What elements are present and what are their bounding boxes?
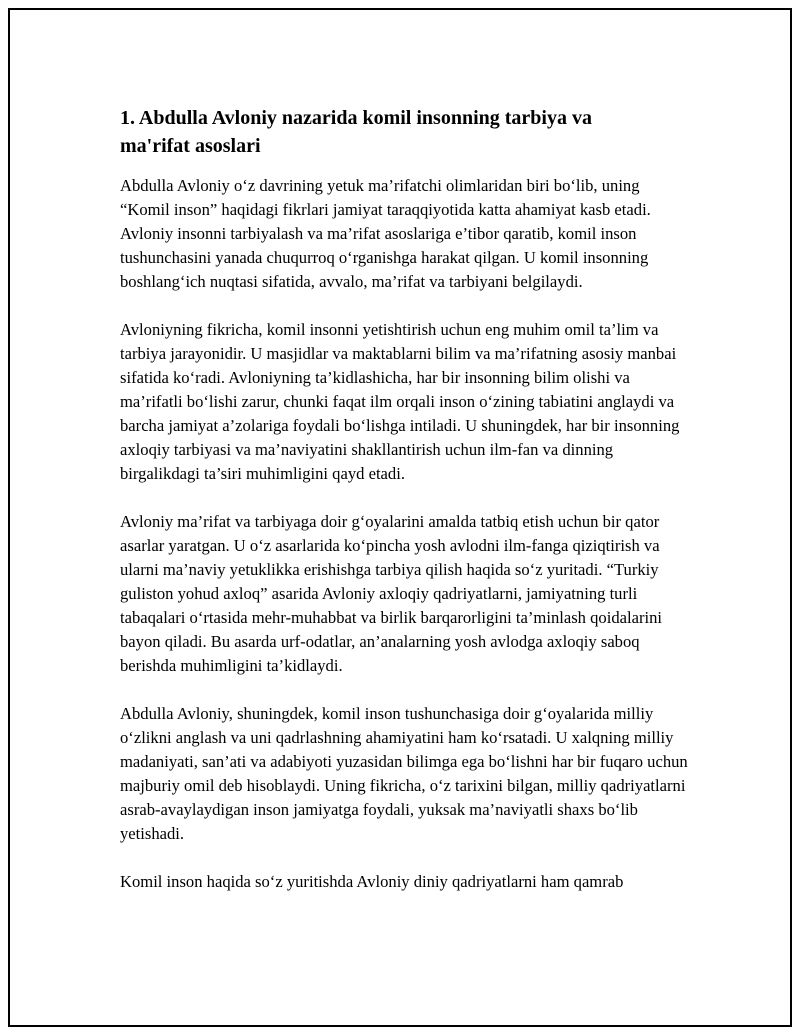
paragraph-4: Abdulla Avloniy, shuningdek, komil inson tushunchasiga doir g‘oyalarida milliy o‘zlikni anglash va uni qadrlashning ahamiyatini ham ko‘rsatadi. U xalqning milliy madaniyati, san’ati va adabiyoti yuzasidan bilimga ega bo‘lishni har bir fuqaro uchun majburiy omil deb hisoblaydi. Uning fikricha, o‘z tarixini bilgan, milliy qadriyatlarni asrab-avaylaydigan inson jamiyatga foydali, yuksak ma’naviyatli shaxs bo‘lib yetishadi. bbox=[120, 704, 688, 843]
page-frame bbox=[8, 8, 792, 1027]
paragraph-2: Avloniyning fikricha, komil insonni yetishtirish uchun eng muhim omil ta’lim va tarbiya jarayonidir. U masjidlar va maktablarni bilim va ma’rifatning asosiy manbai sifatida ko‘radi. Avloniyning ta’kidlashicha, har bir insonning bilim olishi va ma’rifatli bo‘lishi zarur, chunki faqat ilm orqali inson o‘zining tabiatini anglaydi va barcha jamiyat a’zolariga foydali bo‘lishga intiladi. U shuningdek, har bir insonning axloqiy tarbiyasi va ma’naviyatini shakllantirish uchun ilm-fan va dinning birgalikdagi ta’siri muhimligini qayd etadi. bbox=[120, 320, 680, 483]
section-heading bbox=[120, 95, 690, 160]
paragraph-1: Abdulla Avloniy o‘z davrining yetuk ma’rifatchi olimlaridan biri bo‘lib, uning “Komil inson” haqidagi fikrlari jamiyat taraqqiyotida katta ahamiyat kasb etadi. Avloniy insonni tarbiyalash va ma’rifat asoslariga e’tibor qaratib, komil inson tushunchasini yanada chuqurroq o‘rganishga harakat qilgan. U komil insonning boshlang‘ich nuqtasi sifatida, avvalo, ma’rifat va tarbiyani belgilaydi. bbox=[120, 176, 651, 291]
section-heading-line-1: 1. Abdulla Avloniy nazarida komil insonning tarbiya va bbox=[120, 107, 592, 129]
section-heading-line-2: ma'rifat asoslari bbox=[120, 135, 261, 157]
document-body bbox=[120, 95, 690, 918]
paragraph-5: Komil inson haqida so‘z yuritishda Avloniy diniy qadriyatlarni ham qamrab bbox=[120, 872, 624, 891]
paragraph-3: Avloniy ma’rifat va tarbiyaga doir g‘oyalarini amalda tatbiq etish uchun bir qator asarlar yaratgan. U o‘z asarlarida ko‘pincha yosh avlodni ilm-fanga qiziqtirish va ularni ma’naviy yetuklikka erishishga tarbiya qilish haqida so‘z yuritadi. “Turkiy guliston yohud axloq” asarida Avloniy axloqiy qadriyatlarni, jamiyatning turli tabaqalari o‘rtasida mehr-muhabbat va birlik barqarorligini ta’minlash qoidalarini bayon qiladi. Bu asarda urf-odatlar, an’analarning yosh avlodga axloqiy saboq berishda muhimligini ta’kidlaydi. bbox=[120, 512, 663, 675]
